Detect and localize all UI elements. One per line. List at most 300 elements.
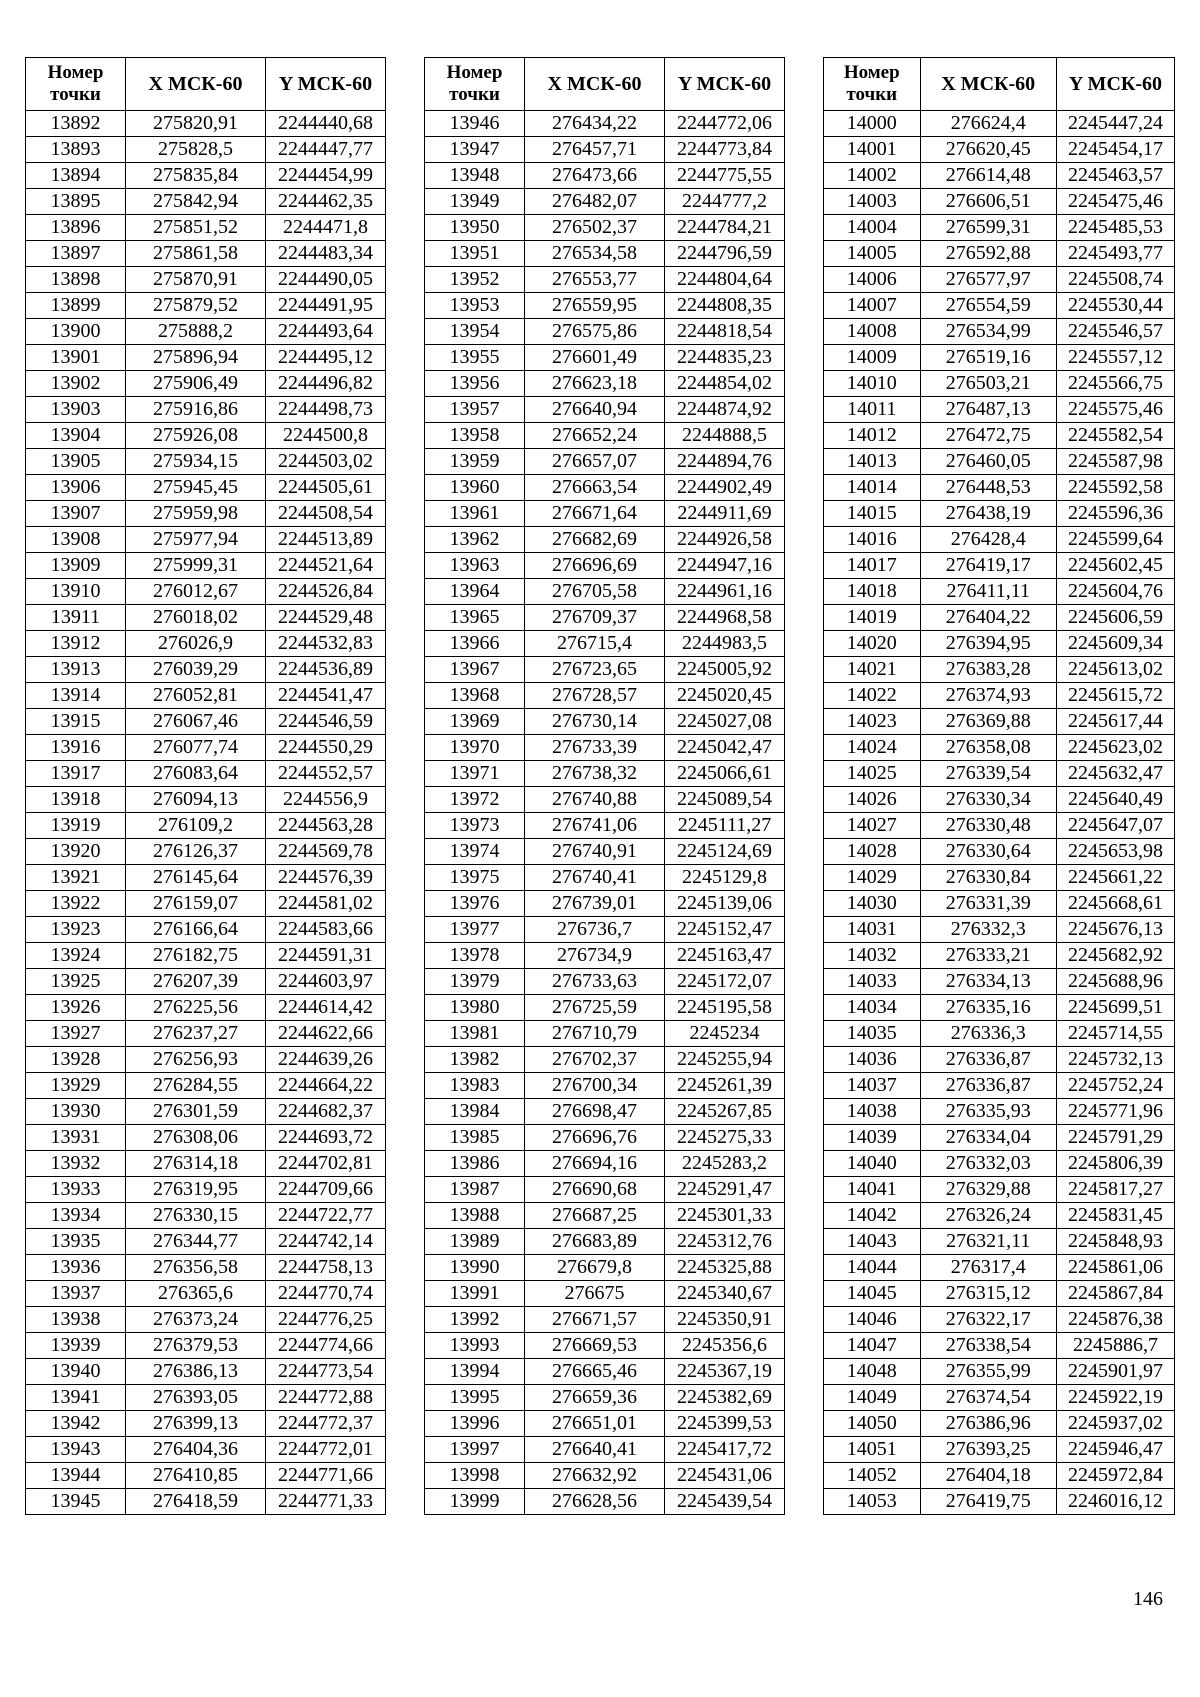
x-coordinate-cell: 276472,75 <box>920 423 1056 449</box>
point-number-cell: 14053 <box>824 1489 921 1515</box>
point-number-cell: 13952 <box>425 267 525 293</box>
y-coordinate-cell: 2245901,97 <box>1056 1359 1174 1385</box>
point-number-cell: 14038 <box>824 1099 921 1125</box>
x-coordinate-cell: 276330,48 <box>920 813 1056 839</box>
point-number-cell: 13915 <box>26 709 126 735</box>
table-row <box>824 683 1175 709</box>
y-coordinate-cell: 2245111,27 <box>665 813 785 839</box>
point-number-cell: 13898 <box>26 267 126 293</box>
y-coordinate-cell: 2244622,66 <box>266 1021 386 1047</box>
point-number-cell: 13978 <box>425 943 525 969</box>
y-coordinate-cell: 2245163,47 <box>665 943 785 969</box>
table-row <box>425 1073 785 1099</box>
x-coordinate-cell: 276683,89 <box>525 1229 665 1255</box>
y-coordinate-cell: 2245027,08 <box>665 709 785 735</box>
point-number-cell: 13894 <box>26 163 126 189</box>
point-number-cell: 14011 <box>824 397 921 423</box>
table-row <box>824 1463 1175 1489</box>
point-number-cell: 14033 <box>824 969 921 995</box>
point-number-cell: 14025 <box>824 761 921 787</box>
x-coordinate-cell: 276383,28 <box>920 657 1056 683</box>
y-coordinate-cell: 2245582,54 <box>1056 423 1174 449</box>
y-coordinate-cell: 2245602,45 <box>1056 553 1174 579</box>
x-coordinate-cell: 276577,97 <box>920 267 1056 293</box>
x-coordinate-cell: 275835,84 <box>126 163 266 189</box>
x-coordinate-cell: 276740,88 <box>525 787 665 813</box>
y-coordinate-cell: 2245005,92 <box>665 657 785 683</box>
point-number-header: Номер точки <box>425 58 525 111</box>
y-coordinate-cell: 2244888,5 <box>665 423 785 449</box>
point-number-cell: 13933 <box>26 1177 126 1203</box>
y-coordinate-cell: 2244774,66 <box>266 1333 386 1359</box>
table-row <box>824 449 1175 475</box>
x-coordinate-cell: 276331,39 <box>920 891 1056 917</box>
y-coordinate-cell: 2244581,02 <box>266 891 386 917</box>
x-coordinate-cell: 276696,76 <box>525 1125 665 1151</box>
x-coordinate-cell: 276419,75 <box>920 1489 1056 1515</box>
point-number-cell: 13900 <box>26 319 126 345</box>
x-coordinate-cell: 276741,06 <box>525 813 665 839</box>
table-row <box>425 1203 785 1229</box>
y-coordinate-cell: 2245653,98 <box>1056 839 1174 865</box>
y-coordinate-cell: 2244496,82 <box>266 371 386 397</box>
point-number-cell: 13942 <box>26 1411 126 1437</box>
y-coordinate-cell: 2246016,12 <box>1056 1489 1174 1515</box>
table-row <box>425 1281 785 1307</box>
table-row <box>26 267 386 293</box>
point-number-cell: 14047 <box>824 1333 921 1359</box>
point-number-cell: 13993 <box>425 1333 525 1359</box>
y-coordinate-cell: 2245283,2 <box>665 1151 785 1177</box>
page-number: 146 <box>1133 1588 1163 1610</box>
x-coordinate-cell: 276460,05 <box>920 449 1056 475</box>
y-coordinate-cell: 2244776,25 <box>266 1307 386 1333</box>
x-coordinate-cell: 276369,88 <box>920 709 1056 735</box>
x-coordinate-cell: 276734,9 <box>525 943 665 969</box>
point-number-header: Номер точки <box>26 58 126 111</box>
y-coordinate-cell: 2244784,21 <box>665 215 785 241</box>
x-coordinate-cell: 276665,46 <box>525 1359 665 1385</box>
table-row <box>824 527 1175 553</box>
x-coordinate-cell: 275851,52 <box>126 215 266 241</box>
table-row <box>824 1359 1175 1385</box>
table-row <box>824 371 1175 397</box>
table-row <box>26 449 386 475</box>
y-coordinate-cell: 2245267,85 <box>665 1099 785 1125</box>
x-coordinate-cell: 276730,14 <box>525 709 665 735</box>
point-number-cell: 13960 <box>425 475 525 501</box>
table-row <box>425 449 785 475</box>
y-coordinate-cell: 2244508,54 <box>266 501 386 527</box>
table-row <box>26 579 386 605</box>
x-coordinate-cell: 276334,13 <box>920 969 1056 995</box>
point-number-cell: 13925 <box>26 969 126 995</box>
table-row <box>824 1021 1175 1047</box>
table-row <box>425 709 785 735</box>
point-number-cell: 14005 <box>824 241 921 267</box>
point-number-cell: 13950 <box>425 215 525 241</box>
point-number-cell: 13943 <box>26 1437 126 1463</box>
y-coordinate-cell: 2244546,59 <box>266 709 386 735</box>
table-row <box>425 241 785 267</box>
point-number-cell: 13936 <box>26 1255 126 1281</box>
table-row <box>824 553 1175 579</box>
point-number-cell: 14021 <box>824 657 921 683</box>
y-coordinate-cell: 2245632,47 <box>1056 761 1174 787</box>
x-coordinate-cell: 276237,27 <box>126 1021 266 1047</box>
y-coordinate-cell: 2244808,35 <box>665 293 785 319</box>
point-number-cell: 13985 <box>425 1125 525 1151</box>
table-row <box>425 1255 785 1281</box>
table-row <box>26 215 386 241</box>
table-row <box>425 1229 785 1255</box>
x-coordinate-cell: 276225,56 <box>126 995 266 1021</box>
x-coordinate-cell: 276624,4 <box>920 111 1056 137</box>
table-row <box>824 1177 1175 1203</box>
table-row <box>425 1099 785 1125</box>
table-row <box>26 787 386 813</box>
table-row <box>26 1099 386 1125</box>
point-number-cell: 14015 <box>824 501 921 527</box>
x-coordinate-cell: 275926,08 <box>126 423 266 449</box>
x-coordinate-cell: 276736,7 <box>525 917 665 943</box>
point-number-cell: 13944 <box>26 1463 126 1489</box>
point-number-cell: 13920 <box>26 839 126 865</box>
point-number-cell: 14016 <box>824 527 921 553</box>
y-coordinate-cell: 2245546,57 <box>1056 319 1174 345</box>
point-number-cell: 14003 <box>824 189 921 215</box>
point-number-cell: 13908 <box>26 527 126 553</box>
table-row <box>824 475 1175 501</box>
table-row <box>824 813 1175 839</box>
point-number-cell: 13911 <box>26 605 126 631</box>
point-number-cell: 14050 <box>824 1411 921 1437</box>
x-coordinate-cell: 276623,18 <box>525 371 665 397</box>
y-coordinate-cell: 2244894,76 <box>665 449 785 475</box>
point-number-cell: 13910 <box>26 579 126 605</box>
x-coordinate-cell: 276632,92 <box>525 1463 665 1489</box>
x-coordinate-cell: 276682,69 <box>525 527 665 553</box>
table-row <box>425 1437 785 1463</box>
table-row <box>824 1047 1175 1073</box>
x-coordinate-cell: 276332,3 <box>920 917 1056 943</box>
point-number-cell: 13999 <box>425 1489 525 1515</box>
x-coordinate-header: X МСК-60 <box>126 58 266 111</box>
y-coordinate-cell: 2244983,5 <box>665 631 785 657</box>
x-coordinate-cell: 276182,75 <box>126 943 266 969</box>
y-coordinate-cell: 2245340,67 <box>665 1281 785 1307</box>
point-number-cell: 14043 <box>824 1229 921 1255</box>
y-coordinate-cell: 2245325,88 <box>665 1255 785 1281</box>
y-coordinate-cell: 2245417,72 <box>665 1437 785 1463</box>
point-number-cell: 14029 <box>824 865 921 891</box>
point-number-cell: 13988 <box>425 1203 525 1229</box>
table-row <box>425 579 785 605</box>
point-number-cell: 14036 <box>824 1047 921 1073</box>
point-number-cell: 14017 <box>824 553 921 579</box>
point-number-cell: 14034 <box>824 995 921 1021</box>
table-row <box>26 1281 386 1307</box>
point-number-cell: 14026 <box>824 787 921 813</box>
table-row <box>824 865 1175 891</box>
table-row <box>824 241 1175 267</box>
y-coordinate-cell: 2245771,96 <box>1056 1099 1174 1125</box>
table-row <box>425 1021 785 1047</box>
table-row <box>425 293 785 319</box>
x-coordinate-cell: 276482,07 <box>525 189 665 215</box>
table-row <box>425 215 785 241</box>
y-coordinate-cell: 2245699,51 <box>1056 995 1174 1021</box>
table-row <box>425 319 785 345</box>
point-number-cell: 13989 <box>425 1229 525 1255</box>
table-row <box>26 735 386 761</box>
x-coordinate-cell: 276386,13 <box>126 1359 266 1385</box>
y-coordinate-cell: 2245475,46 <box>1056 189 1174 215</box>
point-number-cell: 13951 <box>425 241 525 267</box>
y-coordinate-cell: 2244505,61 <box>266 475 386 501</box>
point-number-cell: 13977 <box>425 917 525 943</box>
y-coordinate-cell: 2244550,29 <box>266 735 386 761</box>
y-coordinate-cell: 2244854,02 <box>665 371 785 397</box>
point-number-cell: 13984 <box>425 1099 525 1125</box>
table-row <box>824 1099 1175 1125</box>
y-coordinate-cell: 2245587,98 <box>1056 449 1174 475</box>
point-number-cell: 14007 <box>824 293 921 319</box>
x-coordinate-cell: 275934,15 <box>126 449 266 475</box>
x-coordinate-cell: 276740,41 <box>525 865 665 891</box>
y-coordinate-cell: 2245596,36 <box>1056 501 1174 527</box>
table-row <box>26 891 386 917</box>
x-coordinate-cell: 276166,64 <box>126 917 266 943</box>
table-row <box>824 215 1175 241</box>
table-row <box>26 943 386 969</box>
x-coordinate-cell: 276379,53 <box>126 1333 266 1359</box>
point-number-cell: 14018 <box>824 579 921 605</box>
x-coordinate-cell: 276733,39 <box>525 735 665 761</box>
table-row <box>26 631 386 657</box>
y-coordinate-cell: 2244771,66 <box>266 1463 386 1489</box>
point-number-cell: 13918 <box>26 787 126 813</box>
y-coordinate-cell: 2244772,88 <box>266 1385 386 1411</box>
x-coordinate-cell: 276739,01 <box>525 891 665 917</box>
table-row <box>425 761 785 787</box>
y-coordinate-cell: 2244911,69 <box>665 501 785 527</box>
y-coordinate-cell: 2245609,34 <box>1056 631 1174 657</box>
x-coordinate-cell: 276301,59 <box>126 1099 266 1125</box>
x-coordinate-cell: 276457,71 <box>525 137 665 163</box>
x-coordinate-cell: 275828,5 <box>126 137 266 163</box>
x-coordinate-cell: 276344,77 <box>126 1229 266 1255</box>
point-number-cell: 14052 <box>824 1463 921 1489</box>
table-row <box>26 1229 386 1255</box>
x-coordinate-cell: 276733,63 <box>525 969 665 995</box>
x-coordinate-cell: 275896,94 <box>126 345 266 371</box>
point-number-cell: 14044 <box>824 1255 921 1281</box>
x-coordinate-cell: 276502,37 <box>525 215 665 241</box>
table-row <box>425 917 785 943</box>
x-coordinate-cell: 276386,96 <box>920 1411 1056 1437</box>
x-coordinate-cell: 276159,07 <box>126 891 266 917</box>
header-row <box>425 58 785 111</box>
x-coordinate-cell: 276393,05 <box>126 1385 266 1411</box>
table-row <box>824 1203 1175 1229</box>
x-coordinate-cell: 276374,93 <box>920 683 1056 709</box>
x-coordinate-cell: 276698,47 <box>525 1099 665 1125</box>
x-coordinate-cell: 276321,11 <box>920 1229 1056 1255</box>
y-coordinate-cell: 2244742,14 <box>266 1229 386 1255</box>
point-number-cell: 13921 <box>26 865 126 891</box>
header-row <box>824 58 1175 111</box>
y-coordinate-cell: 2244693,72 <box>266 1125 386 1151</box>
y-coordinate-cell: 2245661,22 <box>1056 865 1174 891</box>
table-row <box>26 1307 386 1333</box>
point-number-cell: 14013 <box>824 449 921 475</box>
point-number-cell: 13996 <box>425 1411 525 1437</box>
table-row <box>425 397 785 423</box>
y-coordinate-cell: 2245647,07 <box>1056 813 1174 839</box>
table-row <box>26 1437 386 1463</box>
x-coordinate-cell: 276519,16 <box>920 345 1056 371</box>
table-row <box>26 657 386 683</box>
x-coordinate-cell: 276330,84 <box>920 865 1056 891</box>
point-number-cell: 13956 <box>425 371 525 397</box>
x-coordinate-cell: 276394,95 <box>920 631 1056 657</box>
point-number-cell: 14028 <box>824 839 921 865</box>
table-row <box>26 527 386 553</box>
x-coordinate-cell: 276669,53 <box>525 1333 665 1359</box>
y-coordinate-cell: 2244503,02 <box>266 449 386 475</box>
y-coordinate-cell: 2244521,64 <box>266 553 386 579</box>
table-row <box>824 1255 1175 1281</box>
x-coordinate-cell: 276330,15 <box>126 1203 266 1229</box>
point-number-cell: 13902 <box>26 371 126 397</box>
table-row <box>824 839 1175 865</box>
table-row <box>824 1125 1175 1151</box>
y-coordinate-cell: 2245463,57 <box>1056 163 1174 189</box>
table-row <box>26 709 386 735</box>
y-coordinate-cell: 2244440,68 <box>266 111 386 137</box>
x-coordinate-cell: 276599,31 <box>920 215 1056 241</box>
point-number-cell: 14019 <box>824 605 921 631</box>
table-row <box>425 813 785 839</box>
x-coordinate-cell: 276559,95 <box>525 293 665 319</box>
x-coordinate-cell: 276207,39 <box>126 969 266 995</box>
x-coordinate-cell: 276503,21 <box>920 371 1056 397</box>
point-number-cell: 13934 <box>26 1203 126 1229</box>
table-row <box>26 553 386 579</box>
point-number-cell: 14039 <box>824 1125 921 1151</box>
x-coordinate-cell: 276411,11 <box>920 579 1056 605</box>
table-row <box>26 475 386 501</box>
point-number-cell: 14031 <box>824 917 921 943</box>
table-row <box>26 1073 386 1099</box>
point-number-cell: 13981 <box>425 1021 525 1047</box>
point-number-cell: 13909 <box>26 553 126 579</box>
table-row <box>425 605 785 631</box>
table-row <box>425 371 785 397</box>
x-coordinate-cell: 276336,87 <box>920 1047 1056 1073</box>
x-coordinate-cell: 275870,91 <box>126 267 266 293</box>
y-coordinate-cell: 2245195,58 <box>665 995 785 1021</box>
point-number-cell: 13940 <box>26 1359 126 1385</box>
table-row <box>26 1203 386 1229</box>
table-row <box>425 1359 785 1385</box>
y-coordinate-cell: 2245575,46 <box>1056 397 1174 423</box>
y-coordinate-cell: 2244471,8 <box>266 215 386 241</box>
x-coordinate-cell: 276592,88 <box>920 241 1056 267</box>
table-row <box>26 345 386 371</box>
table-row <box>425 475 785 501</box>
point-number-cell: 13926 <box>26 995 126 1021</box>
y-coordinate-cell: 2244947,16 <box>665 553 785 579</box>
x-coordinate-cell: 276534,58 <box>525 241 665 267</box>
table-row <box>425 1177 785 1203</box>
table-row <box>26 839 386 865</box>
y-coordinate-cell: 2244526,84 <box>266 579 386 605</box>
table-row <box>824 423 1175 449</box>
x-coordinate-cell: 276628,56 <box>525 1489 665 1515</box>
x-coordinate-cell: 276393,25 <box>920 1437 1056 1463</box>
y-coordinate-cell: 2244818,54 <box>665 319 785 345</box>
y-coordinate-cell: 2244772,01 <box>266 1437 386 1463</box>
point-number-cell: 13990 <box>425 1255 525 1281</box>
point-number-cell: 13948 <box>425 163 525 189</box>
table-row <box>824 605 1175 631</box>
x-coordinate-cell: 276723,65 <box>525 657 665 683</box>
point-number-cell: 13913 <box>26 657 126 683</box>
y-coordinate-cell: 2245234 <box>665 1021 785 1047</box>
y-coordinate-cell: 2245752,24 <box>1056 1073 1174 1099</box>
point-number-cell: 14004 <box>824 215 921 241</box>
x-coordinate-cell: 276620,45 <box>920 137 1056 163</box>
table-row <box>26 423 386 449</box>
x-coordinate-cell: 276308,06 <box>126 1125 266 1151</box>
point-number-cell: 14020 <box>824 631 921 657</box>
table-row <box>425 631 785 657</box>
x-coordinate-cell: 276145,64 <box>126 865 266 891</box>
x-coordinate-cell: 276702,37 <box>525 1047 665 1073</box>
y-coordinate-cell: 2245732,13 <box>1056 1047 1174 1073</box>
table-row <box>824 501 1175 527</box>
x-coordinate-cell: 276671,64 <box>525 501 665 527</box>
y-coordinate-cell: 2245439,54 <box>665 1489 785 1515</box>
y-coordinate-cell: 2244771,33 <box>266 1489 386 1515</box>
table-row <box>26 683 386 709</box>
x-coordinate-cell: 276336,87 <box>920 1073 1056 1099</box>
x-coordinate-cell: 275916,86 <box>126 397 266 423</box>
table-row <box>425 657 785 683</box>
y-coordinate-cell: 2244556,9 <box>266 787 386 813</box>
y-coordinate-cell: 2245640,49 <box>1056 787 1174 813</box>
point-number-cell: 13949 <box>425 189 525 215</box>
x-coordinate-cell: 276404,36 <box>126 1437 266 1463</box>
x-coordinate-cell: 276338,54 <box>920 1333 1056 1359</box>
x-coordinate-cell: 276675 <box>525 1281 665 1307</box>
y-coordinate-cell: 2245312,76 <box>665 1229 785 1255</box>
table-row <box>425 1385 785 1411</box>
point-number-cell: 13906 <box>26 475 126 501</box>
table-row <box>824 345 1175 371</box>
x-coordinate-cell: 275959,98 <box>126 501 266 527</box>
x-coordinate-cell: 276715,4 <box>525 631 665 657</box>
y-coordinate-cell: 2245566,75 <box>1056 371 1174 397</box>
table-row <box>425 553 785 579</box>
y-coordinate-cell: 2245139,06 <box>665 891 785 917</box>
point-number-cell: 13905 <box>26 449 126 475</box>
table-row <box>425 163 785 189</box>
point-number-cell: 13914 <box>26 683 126 709</box>
y-coordinate-cell: 2244770,74 <box>266 1281 386 1307</box>
